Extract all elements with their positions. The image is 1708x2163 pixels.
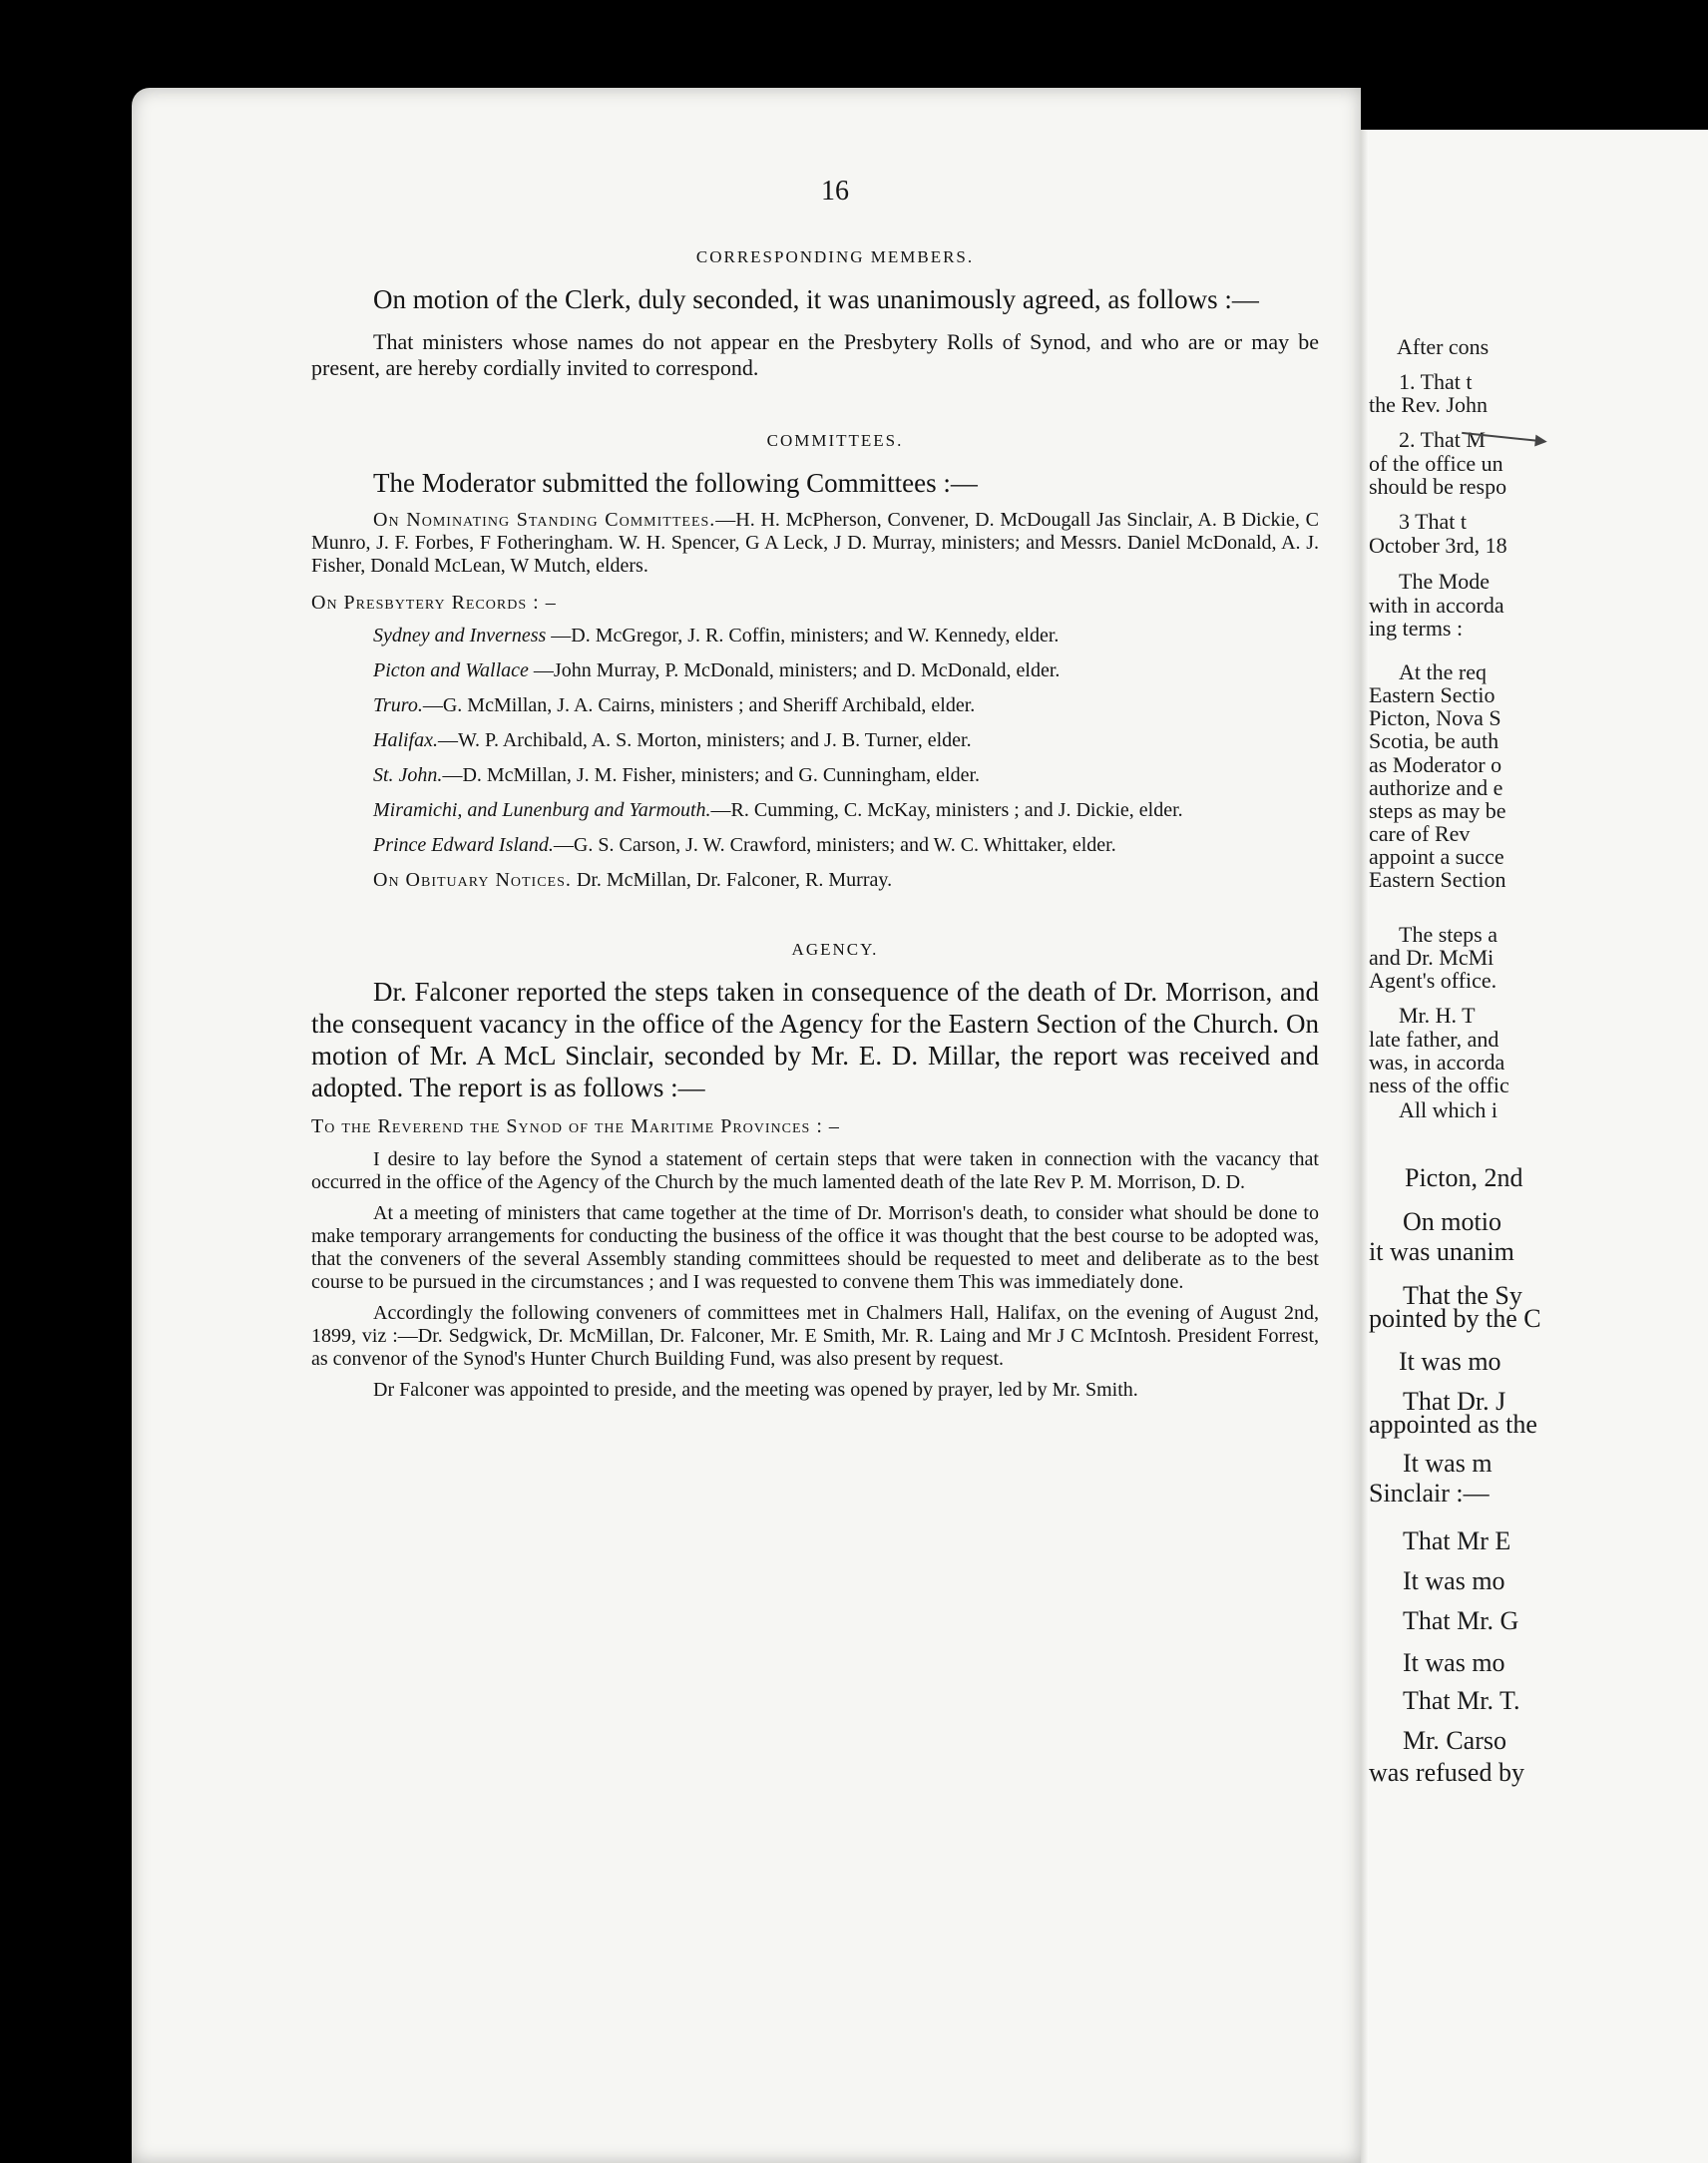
right-page-line: should be respo (1369, 474, 1507, 499)
records-members: —D. McGregor, J. R. Coffin, ministers; and W. Kennedy, elder. (546, 625, 1060, 647)
right-page-line: It was mo (1399, 1347, 1501, 1376)
nominating-committee (311, 509, 1319, 578)
right-page-line: Eastern Section (1369, 867, 1506, 892)
records-entry (311, 834, 1319, 857)
right-page-line: It was mo (1403, 1648, 1505, 1677)
right-page-line: The steps a (1399, 922, 1497, 947)
nominating-label: On Nominating Standing Committees. (373, 509, 716, 531)
records-entry (311, 764, 1319, 787)
right-page-line: That Mr. T. (1403, 1686, 1520, 1715)
right-page-line: Mr. Carso (1403, 1726, 1506, 1755)
agency-report: Dr. Falconer reported the steps taken in consequence of the death of Dr. Morrison, and the consequent vacancy in the office of the Agency for the Eastern Section of the Church. On motion of Mr. A McL Sinclair, seconded by Mr. E. D. Millar, the report was received and adopted. The report is as follows :— (311, 977, 1319, 1102)
agency-paragraph: Dr Falconer was appointed to preside, and the meeting was opened by prayer, led by Mr. Smith. (373, 1379, 1138, 1401)
agency-paragraph: I desire to lay before the Synod a statement of certain steps that were taken in connection with the vacancy that occurred in the office of the Agency of the Church by the much lamented death of the late Rev P. M. Morrison, D. D. (311, 1148, 1319, 1193)
records-members: —John Murray, P. McDonald, ministers; and D. McDonald, elder. (528, 659, 1061, 681)
right-page-line: and Dr. McMi (1369, 945, 1494, 970)
committees-intro: The Moderator submitted the following Committees :— (373, 468, 978, 498)
right-page-line: That the Sy (1403, 1281, 1522, 1310)
right-page-line: as Moderator o (1369, 752, 1502, 777)
records-entry (311, 694, 1319, 717)
right-page-line: was, in accorda (1369, 1050, 1505, 1075)
right-page-line: steps as may be (1369, 798, 1506, 823)
book-gutter (1361, 130, 1369, 2163)
records-place: Truro. (373, 694, 423, 716)
obituary-committee (311, 869, 1319, 892)
records-place: Halifax. (373, 729, 438, 751)
right-page-line: After cons (1397, 334, 1490, 359)
heading-committees: COMMITTEES. (766, 431, 904, 450)
corresponding-resolution: That ministers whose names do not appear en the Presbytery Rolls of Synod, and who are or may be present, are hereby cordially invited to correspond. (311, 329, 1319, 380)
agency-address: To the Reverend the Synod of the Maritime Provinces : – (311, 1115, 840, 1137)
page-number: 16 (821, 176, 849, 207)
records-entry (311, 729, 1319, 752)
right-page-line: ness of the offic (1369, 1073, 1509, 1097)
right-page-line: was refused by (1369, 1758, 1524, 1787)
obituary-members: Dr. McMillan, Dr. Falconer, R. Murray. (571, 869, 893, 891)
records-place: Miramichi, and Lunenburg and Yarmouth. (373, 799, 711, 821)
right-page-line: Eastern Sectio (1369, 682, 1495, 707)
right-page-line: appoint a succe (1369, 844, 1504, 869)
right-page-line: October 3rd, 18 (1369, 533, 1507, 558)
obituary-label: On Obituary Notices. (373, 869, 572, 891)
right-page-line: of the office un (1369, 451, 1503, 476)
right-page-line: pointed by the C (1369, 1304, 1541, 1333)
right-page-line: All which i (1399, 1097, 1497, 1122)
agency-paragraph: Accordingly the following conveners of committees met in Chalmers Hall, Halifax, on the evening of August 2nd, 1899, viz :—Dr. Sedgwick, Dr. McMillan, Dr. Falconer, Mr. E Smith, Mr. R. Laing and Mr J C McIntosh. President Forrest, as convenor of the Synod's Hunter Church Building Fund, was also present by request. (311, 1302, 1319, 1370)
right-page-line: ing terms : (1369, 616, 1464, 641)
right-page-line: care of Rev (1369, 821, 1471, 846)
records-place: Picton and Wallace (373, 659, 529, 681)
records-members: —G. S. Carson, J. W. Crawford, ministers; and W. C. Whittaker, elder. (553, 834, 1116, 856)
records-entry (311, 659, 1319, 682)
right-page-line: That Mr E (1403, 1526, 1511, 1555)
right-page-line: Mr. H. T (1399, 1003, 1476, 1028)
right-page-line: late father, and (1369, 1027, 1499, 1052)
right-page-line: It was m (1403, 1449, 1493, 1478)
right-page-line: 3 That t (1399, 509, 1468, 534)
records-place: St. John. (373, 764, 443, 786)
records-place: Prince Edward Island. (373, 834, 554, 856)
records-entry (311, 625, 1319, 648)
right-page-line: It was mo (1403, 1566, 1505, 1595)
agency-paragraph: At a meeting of ministers that came together at the time of Dr. Morrison's death, to consider what should be done to make temporary arrangements for conducting the business of the office it was thought that the best course to be adopted was, that the conveners of the several Assembly standing committees should be requested to meet and deliberate as to the best course to be pursued in the circumstances ; and I was requested to convene them This was immediately done. (311, 1202, 1319, 1293)
right-page-line: At the req (1399, 659, 1487, 684)
records-entry (311, 799, 1319, 822)
right-page-line: authorize and e (1369, 775, 1503, 800)
records-members: —R. Cumming, C. McKay, ministers ; and J. Dickie, elder. (710, 799, 1183, 821)
right-page-line: Sinclair :— (1369, 1479, 1490, 1508)
right-page-line: appointed as the (1369, 1410, 1537, 1439)
left-page (132, 88, 1361, 2163)
right-page-line: The Mode (1399, 569, 1491, 594)
right-page-line: Picton, 2nd (1405, 1163, 1523, 1192)
right-page-line: it was unanim (1369, 1237, 1514, 1266)
right-page-line: Picton, Nova S (1369, 705, 1501, 730)
right-page-line: Scotia, be auth (1369, 728, 1499, 753)
heading-agency: AGENCY. (791, 940, 879, 959)
right-page-line: Agent's office. (1369, 968, 1497, 993)
records-label: On Presbytery Records : – (311, 592, 557, 614)
left-page-content (311, 88, 1319, 1410)
records-members: —G. McMillan, J. A. Cairns, ministers ; and Sheriff Archibald, elder. (422, 694, 976, 716)
records-place: Sydney and Inverness (373, 625, 547, 647)
right-page-line: the Rev. John (1369, 392, 1488, 417)
right-page-line: 1. That t (1399, 369, 1473, 394)
nominating-members: —H. H. McPherson, Convener, D. McDougall Jas Sinclair, A. B Dickie, C Munro, J. F. Forbes, F Fotheringham. W. H. Spencer, G A Leck, J D. Murray, ministers; and Messrs. Daniel McDonald, A. J. Fisher, Donald McLean, W Mutch, elders. (311, 509, 1319, 577)
right-page-line: That Mr. G (1403, 1606, 1519, 1635)
right-page-line: That Dr. J (1403, 1387, 1506, 1416)
heading-corresponding-members: CORRESPONDING MEMBERS. (695, 247, 975, 266)
corresponding-motion: On motion of the Clerk, duly seconded, it was unanimously agreed, as follows :— (373, 284, 1259, 314)
records-members: —W. P. Archibald, A. S. Morton, ministers; and J. B. Turner, elder. (438, 729, 972, 751)
right-page-line: On motio (1403, 1207, 1501, 1236)
right-page-line: with in accorda (1369, 593, 1504, 618)
right-page-line: 2. That M (1399, 427, 1486, 452)
records-members: —D. McMillan, J. M. Fisher, ministers; and G. Cunningham, elder. (442, 764, 981, 786)
